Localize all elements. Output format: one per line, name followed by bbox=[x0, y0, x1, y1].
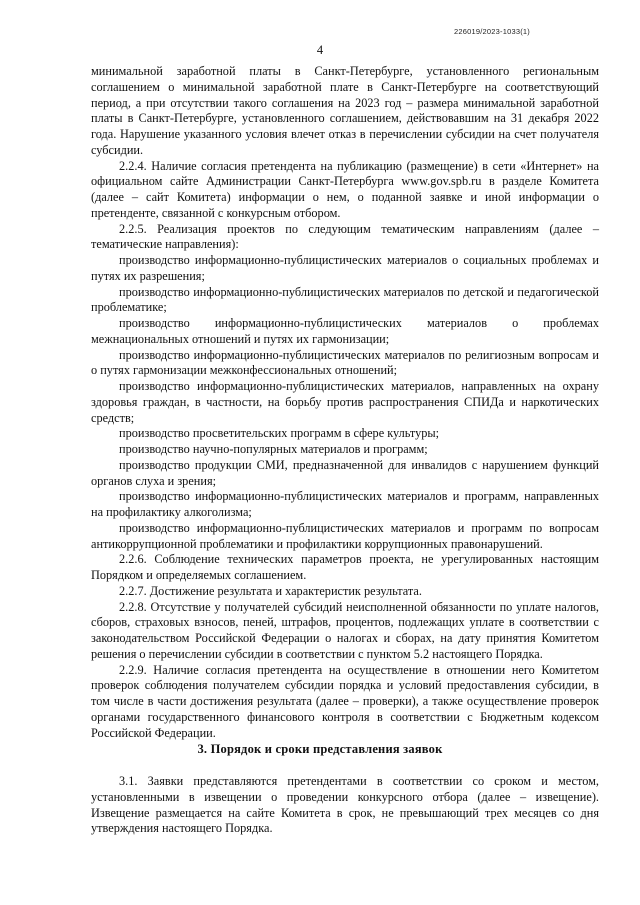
list-item: производство научно-популярных материалов и программ; bbox=[119, 442, 428, 456]
list-item: производство продукции СМИ, предназначенной для инвалидов с нарушением функций органов слуха и зрения; bbox=[91, 457, 599, 488]
paragraph-2-2-9: 2.2.9. Наличие согласия претендента на осуществление в отношении него Комитетом проверок соблюдения получателем субсидии порядка и условий предоставления субсидии, в том числе в части достижения результата (далее – проверки), а также осуществление проверок органами государственного финансового контроля в соответствии с Бюджетным кодексом Российской Федерации. bbox=[91, 662, 599, 740]
paragraph-3-1: 3.1. Заявки представляются претендентами в соответствии со сроком и местом, установленными в извещении о проведении конкурсного отбора (далее – извещение). Извещение размещается на сайте Комитета в срок, не превышающий трех месяцев со дня утверждения настоящего Порядка. bbox=[91, 774, 599, 836]
page-number: 4 bbox=[316, 43, 324, 57]
section-heading: 3. Порядок и сроки представления заявок bbox=[197, 742, 443, 756]
document-body bbox=[91, 64, 599, 741]
document-registration-number: 226019/2023-1033(1) bbox=[454, 27, 530, 36]
list-item: производство информационно-публицистических материалов по религиозным вопросам и о путях гармонизации межконфессиональных отношений; bbox=[91, 347, 599, 378]
paragraph-2-2-5: 2.2.5. Реализация проектов по следующим тематическим направлениям (далее – тематические направления): bbox=[91, 221, 599, 252]
paragraph-2-2-7: 2.2.7. Достижение результата и характеристик результата. bbox=[119, 583, 422, 598]
list-item: производство информационно-публицистических материалов, направленных на охрану здоровья граждан, в частности, на борьбу против распространения СПИДа и наркотических средств; bbox=[91, 379, 599, 425]
section-body bbox=[91, 774, 599, 837]
list-item: производство просветительских программ в сфере культуры; bbox=[119, 426, 440, 441]
list-item: производство информационно-публицистических материалов и программ, направленных на профилактику алкоголизма; bbox=[91, 489, 599, 519]
list-item: производство информационно-публицистических материалов о социальных проблемах и путях их разрешения; bbox=[91, 253, 599, 283]
paragraph-2-2-4: 2.2.4. Наличие согласия претендента на публикацию (размещение) в сети «Интернет» на официальном сайте Администрации Санкт-Петербурга www.gov.spb.ru в разделе Комитета (далее – сайт Комитета) информации о нем, о поданной заявке и иной информации о претенденте, связанной с конкурсным отбором. bbox=[91, 158, 599, 220]
list-item: производство информационно-публицистических материалов и программ по вопросам антикоррупционной проблематики и профилактики коррупционных правонарушений. bbox=[91, 520, 599, 551]
list-item: производство информационно-публицистических материалов о проблемах межнациональных отношений и путях их гармонизации; bbox=[91, 316, 599, 346]
paragraph-2-2-6: 2.2.6. Соблюдение технических параметров проекта, не урегулированных настоящим Порядком и определяемых соглашением. bbox=[91, 552, 599, 582]
paragraph-2-2-8: 2.2.8. Отсутствие у получателей субсидий неисполненной обязанности по уплате налогов, сборов, страховых взносов, пеней, штрафов, процентов, подлежащих уплате в соответствии с законодательством Российской Федерации о налогах и сборах, на дату принятия Комитетом решения о перечислении субсидии в соответствии с пунктом 5.2 настоящего Порядка. bbox=[91, 599, 599, 661]
list-item: производство информационно-публицистических материалов по детской и педагогической проблематике; bbox=[91, 284, 599, 315]
paragraph-continuation: минимальной заработной платы в Санкт-Петербурге, установленного региональным соглашением о минимальной заработной плате в Санкт-Петербурге на соответствующий период, а при отсутствии такого соглашения на 2023 год – размера минимальной заработной платы в Санкт-Петербурге, установленного соглашением, действовавшим на 31 декабря 2022 года. Нарушение указанного условия влечет отказ в перечислении субсидии на счет получателя субсидии. bbox=[91, 64, 599, 157]
